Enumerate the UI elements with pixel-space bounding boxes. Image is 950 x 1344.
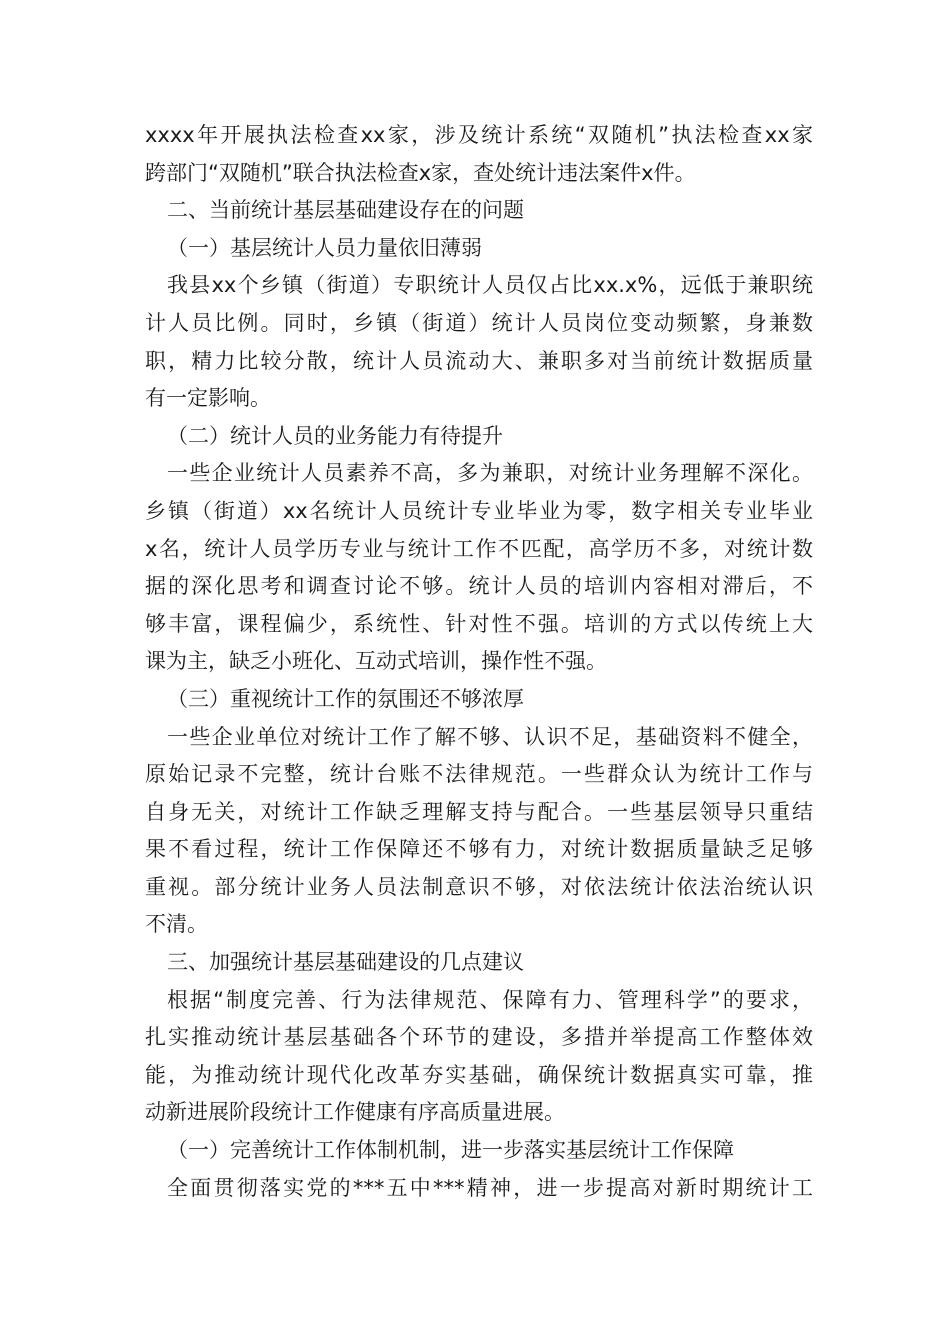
paragraph-line: 乡镇（街道）xx名统计人员统计专业毕业为零，数字相关专业毕业: [145, 498, 813, 523]
document-page: [145, 117, 813, 1207]
section-heading: 二、当前统计基层基础建设存在的问题: [167, 198, 524, 223]
paragraph-line: 一些企业单位对统计工作了解不够、认识不足，基础资料不健全，: [167, 724, 813, 749]
paragraph-line: 跨部门“双随机”联合执法检查x家，查处统计违法案件x件。: [145, 160, 696, 185]
paragraph-line: 自身无关，对统计工作缺乏理解支持与配合。一些基层领导只重结: [145, 799, 813, 824]
paragraph-line: 有一定影响。: [145, 386, 271, 411]
paragraph-line: 扎实推动统计基层基础各个环节的建设，多措并举提高工作整体效: [145, 1025, 813, 1050]
subsection-heading: （三）重视统计工作的氛围还不够浓厚: [167, 686, 524, 711]
subsection-heading: （一）完善统计工作体制机制，进一步落实基层统计工作保障: [167, 1138, 734, 1163]
paragraph-line: 全面贯彻落实党的***五中***精神，进一步提高对新时期统计工: [167, 1175, 813, 1200]
paragraph-line: xxxx年开展执法检查xx家，涉及统计系统“双随机”执法检查xx家: [145, 123, 813, 147]
paragraph-line: 我县xx个乡镇（街道）专职统计人员仅占比xx.x%，远低于兼职统: [167, 273, 813, 298]
paragraph-line: 根据“制度完善、行为法律规范、保障有力、管理科学”的要求，: [167, 987, 813, 1012]
subsection-heading: （二）统计人员的业务能力有待提升: [167, 423, 503, 448]
paragraph-line: 一些企业统计人员素养不高，多为兼职，对统计业务理解不深化。: [167, 461, 813, 486]
paragraph-line: 不清。: [145, 912, 208, 937]
paragraph-line: 据的深化思考和调查讨论不够。统计人员的培训内容相对滞后，不: [145, 574, 813, 599]
paragraph-line: 职，精力比较分散，统计人员流动大、兼职多对当前统计数据质量: [145, 348, 813, 373]
section-heading: 三、加强统计基层基础建设的几点建议: [167, 950, 524, 975]
paragraph-line: 课为主，缺乏小班化、互动式培训，操作性不强。: [145, 649, 607, 674]
paragraph-line: 果不看过程，统计工作保障还不够有力，对统计数据质量缺乏足够: [145, 837, 813, 862]
paragraph-line: 原始记录不完整，统计台账不法律规范。一些群众认为统计工作与: [145, 762, 813, 787]
paragraph-line: 能，为推动统计现代化改革夯实基础，确保统计数据真实可靠，推: [145, 1062, 813, 1087]
paragraph-line: 动新进展阶段统计工作健康有序高质量进展。: [145, 1100, 565, 1125]
paragraph-line: 够丰富，课程偏少，系统性、针对性不强。培训的方式以传统上大: [145, 611, 813, 636]
subsection-heading: （一）基层统计人员力量依旧薄弱: [167, 235, 482, 260]
paragraph-line: 重视。部分统计业务人员法制意识不够，对依法统计依法治统认识: [145, 874, 813, 899]
paragraph-line: x名，统计人员学历专业与统计工作不匹配，高学历不多，对统计数: [145, 536, 813, 561]
paragraph-line: 计人员比例。同时，乡镇（街道）统计人员岗位变动频繁，身兼数: [145, 310, 813, 335]
